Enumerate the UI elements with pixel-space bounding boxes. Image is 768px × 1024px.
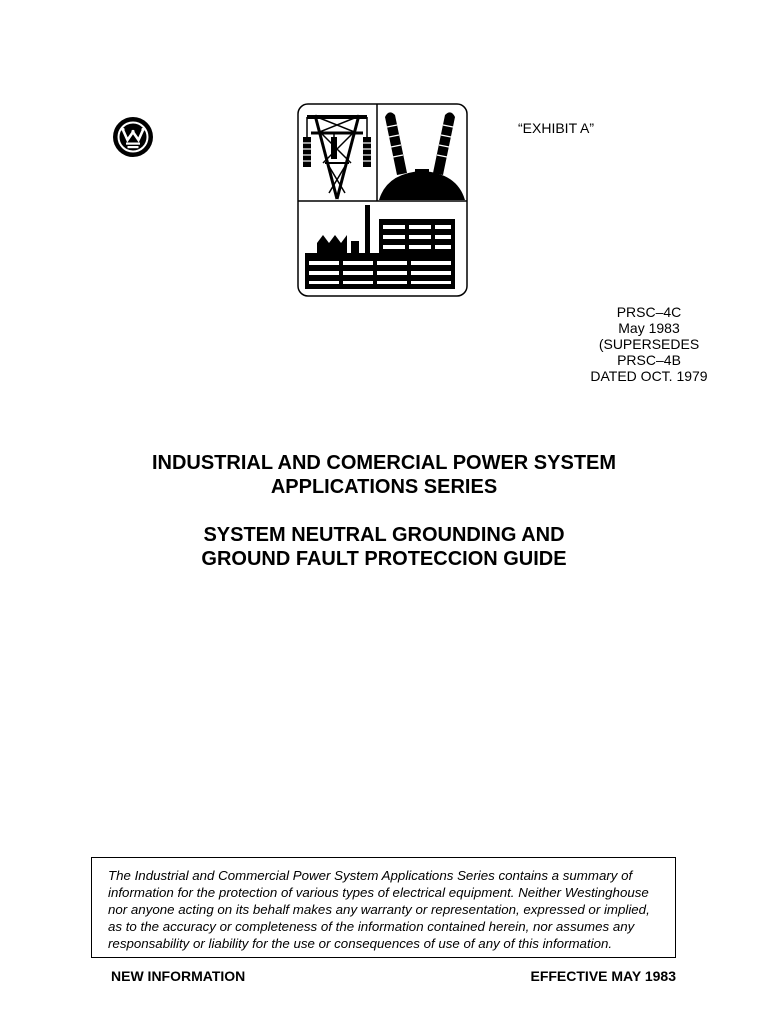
previous-document-number: PRSC–4B <box>617 352 681 368</box>
document-number-block <box>560 304 738 384</box>
disclaimer-text: The Industrial and Commercial Power System Applications Series contains a summary of information for the protection of various types of electrical equipment. Neither Westinghouse nor anyone acting on its behalf makes any warranty or representation, expressed or implied, as to the accuracy or completeness of the information contained herein, nor assumes any responsability or liability for the use or consequences of use of any of this information. <box>108 868 650 951</box>
exhibit-label: “EXHIBIT A” <box>518 120 594 136</box>
footer-effective-date: EFFECTIVE MAY 1983 <box>530 968 676 984</box>
footer-new-information: NEW INFORMATION <box>111 968 246 984</box>
document-number: PRSC–4C <box>616 304 682 320</box>
document-date: May 1983 <box>618 320 680 336</box>
previous-document-date: DATED OCT. 1979 <box>590 368 708 384</box>
series-title-line-1: INDUSTRIAL AND COMERCIAL POWER SYSTEM <box>151 452 617 474</box>
guide-title-line-2: GROUND FAULT PROTECCION GUIDE <box>201 548 567 570</box>
power-system-illustration <box>297 103 468 297</box>
westinghouse-logo <box>112 116 154 158</box>
supersedes-label: (SUPERSEDES <box>598 336 700 352</box>
guide-title-line-1: SYSTEM NEUTRAL GROUNDING AND <box>203 524 565 546</box>
series-title-line-2: APPLICATIONS SERIES <box>270 476 498 498</box>
disclaimer-box <box>91 857 676 958</box>
document-title <box>0 451 768 571</box>
